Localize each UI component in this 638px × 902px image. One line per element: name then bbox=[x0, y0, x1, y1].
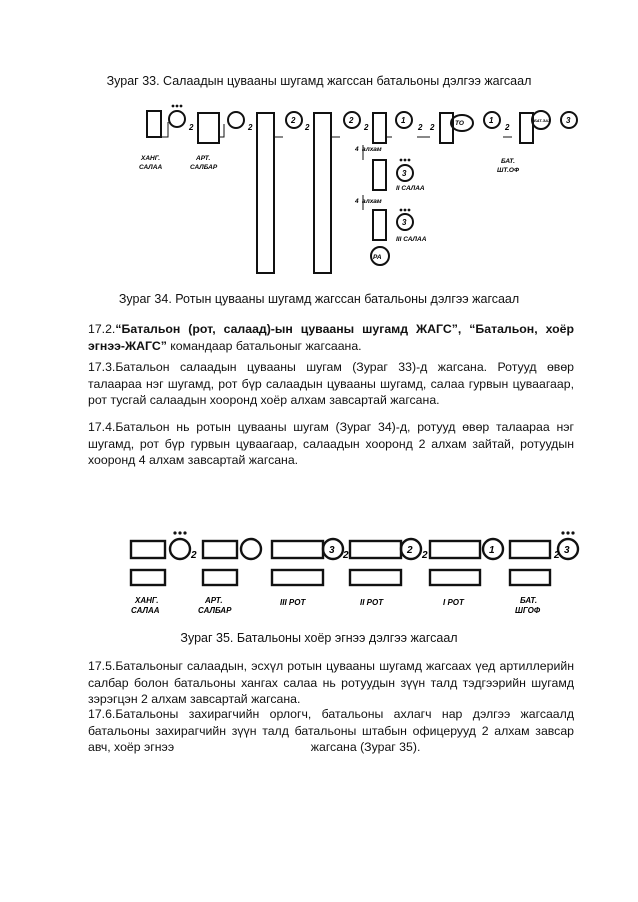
ra-circle bbox=[371, 247, 389, 265]
f35-supply-label-1: ХАНГ. bbox=[135, 596, 159, 605]
rot2-plt1 bbox=[373, 113, 386, 143]
platoon3-num: 3 bbox=[402, 218, 407, 227]
p1-bold: “Батальон (рот, салаад)-ын цуваaны шугамд ЖАГС”, “Батальон, хоёр эгнээ-ЖАГС” bbox=[88, 322, 574, 353]
f35-rot3-bottom bbox=[272, 570, 323, 585]
f35-art-circle bbox=[170, 539, 190, 559]
bat-commander-circle bbox=[561, 112, 577, 128]
f35-rot3-top bbox=[272, 541, 323, 558]
hq-label-2: ШТ.ОФ bbox=[497, 167, 520, 174]
f35-rot1-top bbox=[430, 541, 480, 558]
circle-num-2: 2 bbox=[349, 116, 354, 125]
figure-35-caption: Зураг 35. Батальоны хоёр эгнээ дэлгээ жагсаал bbox=[180, 631, 458, 645]
circle-num-1: 1 bbox=[401, 116, 406, 125]
gap-2g: 2 bbox=[505, 123, 510, 132]
circle-num-1b: 1 bbox=[489, 116, 494, 125]
rot3-circle bbox=[228, 112, 244, 128]
gap-2c: 2 bbox=[305, 123, 310, 132]
f35-art-label-2: САЛБАР bbox=[198, 606, 232, 615]
gap-2d: 2 bbox=[364, 123, 369, 132]
f35-gap-4: 2 bbox=[554, 550, 560, 561]
f35-rot1-bottom bbox=[430, 570, 480, 585]
f35-gap-2: 2 bbox=[343, 550, 349, 561]
f35-rot2-circle bbox=[401, 539, 421, 559]
bat-cmd-label: БАТ.ЗАХ bbox=[534, 118, 551, 123]
gap-2e: 2 bbox=[418, 123, 423, 132]
ra-label: РА bbox=[373, 254, 382, 261]
f35-rot2-bottom bbox=[350, 570, 401, 585]
paragraph-17-2 bbox=[88, 321, 574, 354]
hq-box bbox=[520, 113, 533, 143]
f35-art-top bbox=[203, 541, 237, 558]
rot3-column bbox=[257, 113, 274, 273]
f35-rot3-label: III РОТ bbox=[280, 598, 306, 607]
gap-2f: 2 bbox=[430, 123, 435, 132]
hq-label-1: БАТ. bbox=[501, 158, 515, 165]
steps-num-2: 4 bbox=[355, 198, 359, 205]
paragraph-17-6: 17.6.Батальоны захирагчийн орлогч, батальоны ахлагч нар дэлгээ жагсаалд батальоны захирагчийн зүүн талд батальоны штабын офицерууд 2 алхам завсар авч, хоёр эгнээ жагсана (Зураг 35). bbox=[88, 707, 578, 754]
f35-supply-top bbox=[131, 541, 165, 558]
f35-hq-top bbox=[510, 541, 550, 558]
f35-rot3-circle bbox=[323, 539, 343, 559]
f35-gap-3: 2 bbox=[422, 550, 428, 561]
gap-2b: 2 bbox=[248, 123, 253, 132]
supply-label-1: ХАНГ. bbox=[141, 155, 161, 162]
f35-num-2: 2 bbox=[407, 545, 413, 556]
f35-hq-label-2: ШГОФ bbox=[515, 606, 541, 615]
supply-box bbox=[147, 111, 161, 137]
circle-num-3: 2 bbox=[291, 116, 296, 125]
art-box bbox=[198, 113, 219, 143]
art-officer-circle bbox=[169, 111, 185, 127]
p1-number: 17.2. bbox=[88, 322, 116, 336]
art-label-2: САЛБАР bbox=[190, 164, 218, 171]
rot3-cmd-circle bbox=[286, 112, 302, 128]
figure-34-caption: Зураг 34. Ротын цуваaны шугамд жагссан батальоны дэлгээ жагсаал bbox=[118, 292, 520, 306]
f35-gap-1: 2 bbox=[191, 550, 197, 561]
f35-hq-bottom bbox=[510, 570, 550, 585]
circle-num-3b: 3 bbox=[566, 116, 571, 125]
paragraph-17-3: 17.3.Батальон салаадын цуваaны шугам (Зураг 33)-д жагсана. Ротууд өвөр талаараа нэг шугамд, рот бүр салаадын цуваaны шугамд, салаа гурвын цуваагаар, рот тусгай салаадын хооронд хоёр алхам завсартай жагсана. bbox=[88, 360, 574, 407]
rot2-cmd-circle bbox=[344, 112, 360, 128]
paragraph-17-5: 17.5.Батальоныг салаадын, эсхүл ротын цуваaны шугамд жагсаах үед артиллерийн салбар болон батальоны хангах салаа нь ротуудын зүүн талд тэдгээрийн шугамд зэрэгцэн 2 алхам завсартай жагсана. bbox=[88, 659, 574, 706]
to-ellipse bbox=[451, 115, 473, 131]
f35-art-label-1: АРТ. bbox=[205, 596, 223, 605]
f35-supply-bottom bbox=[131, 570, 165, 585]
f35-cmd-circle bbox=[558, 539, 578, 559]
art-label-1: АРТ. bbox=[196, 155, 211, 162]
f35-circle-b bbox=[241, 539, 261, 559]
f35-num-3: 3 bbox=[329, 545, 335, 556]
steps-label-1: алхам bbox=[362, 146, 382, 153]
gap-2a: 2 bbox=[189, 123, 194, 132]
figure-33-caption: Зураг 33. Салаадын цуваaны шугамд жагссан батальоны дэлгээ жагсаал bbox=[106, 74, 532, 88]
f35-num-3b: 3 bbox=[564, 545, 570, 556]
platoon3-circle bbox=[397, 214, 413, 230]
f35-hq-label-1: БАТ. bbox=[520, 596, 538, 605]
f35-art-bottom bbox=[203, 570, 237, 585]
rot2-column bbox=[314, 113, 331, 273]
platoon2-box bbox=[373, 160, 386, 190]
hq-circle bbox=[484, 112, 500, 128]
f35-num-1: 1 bbox=[489, 545, 495, 556]
rot1-box bbox=[440, 113, 453, 143]
platoon3-label: III САЛАА bbox=[396, 236, 427, 243]
steps-num-1: 4 bbox=[355, 146, 359, 153]
rot1-cmd-circle bbox=[396, 112, 412, 128]
f35-rot2-top bbox=[350, 541, 401, 558]
p1-rest: командаар батальоныг жагсаана. bbox=[166, 338, 362, 353]
to-label: ТО bbox=[455, 120, 464, 127]
platoon2-label: II САЛАА bbox=[396, 185, 425, 192]
supply-label-2: САЛАА bbox=[139, 164, 163, 171]
f35-supply-label-2: САЛАА bbox=[131, 606, 160, 615]
f35-rot1-circle bbox=[483, 539, 503, 559]
platoon3-box bbox=[373, 210, 386, 240]
platoon2-num: 3 bbox=[402, 169, 407, 178]
paragraph-17-4: 17.4.Батальон нь ротын цуваaны шугам (Зураг 34)-д, ротууд өвөр талаараа нэг шугамд, рот бүр гурвын цуваагаар, салаадын хооронд 2 алхам зайтай, ротуудын хооронд 4 алхам завсартай жагсана. bbox=[88, 420, 574, 467]
f35-rot2-label: II РОТ bbox=[360, 598, 384, 607]
f35-rot1-label: I РОТ bbox=[443, 598, 464, 607]
steps-label-2: алхам bbox=[362, 198, 382, 205]
platoon2-circle bbox=[397, 165, 413, 181]
bat-cmd-circle bbox=[532, 111, 550, 129]
